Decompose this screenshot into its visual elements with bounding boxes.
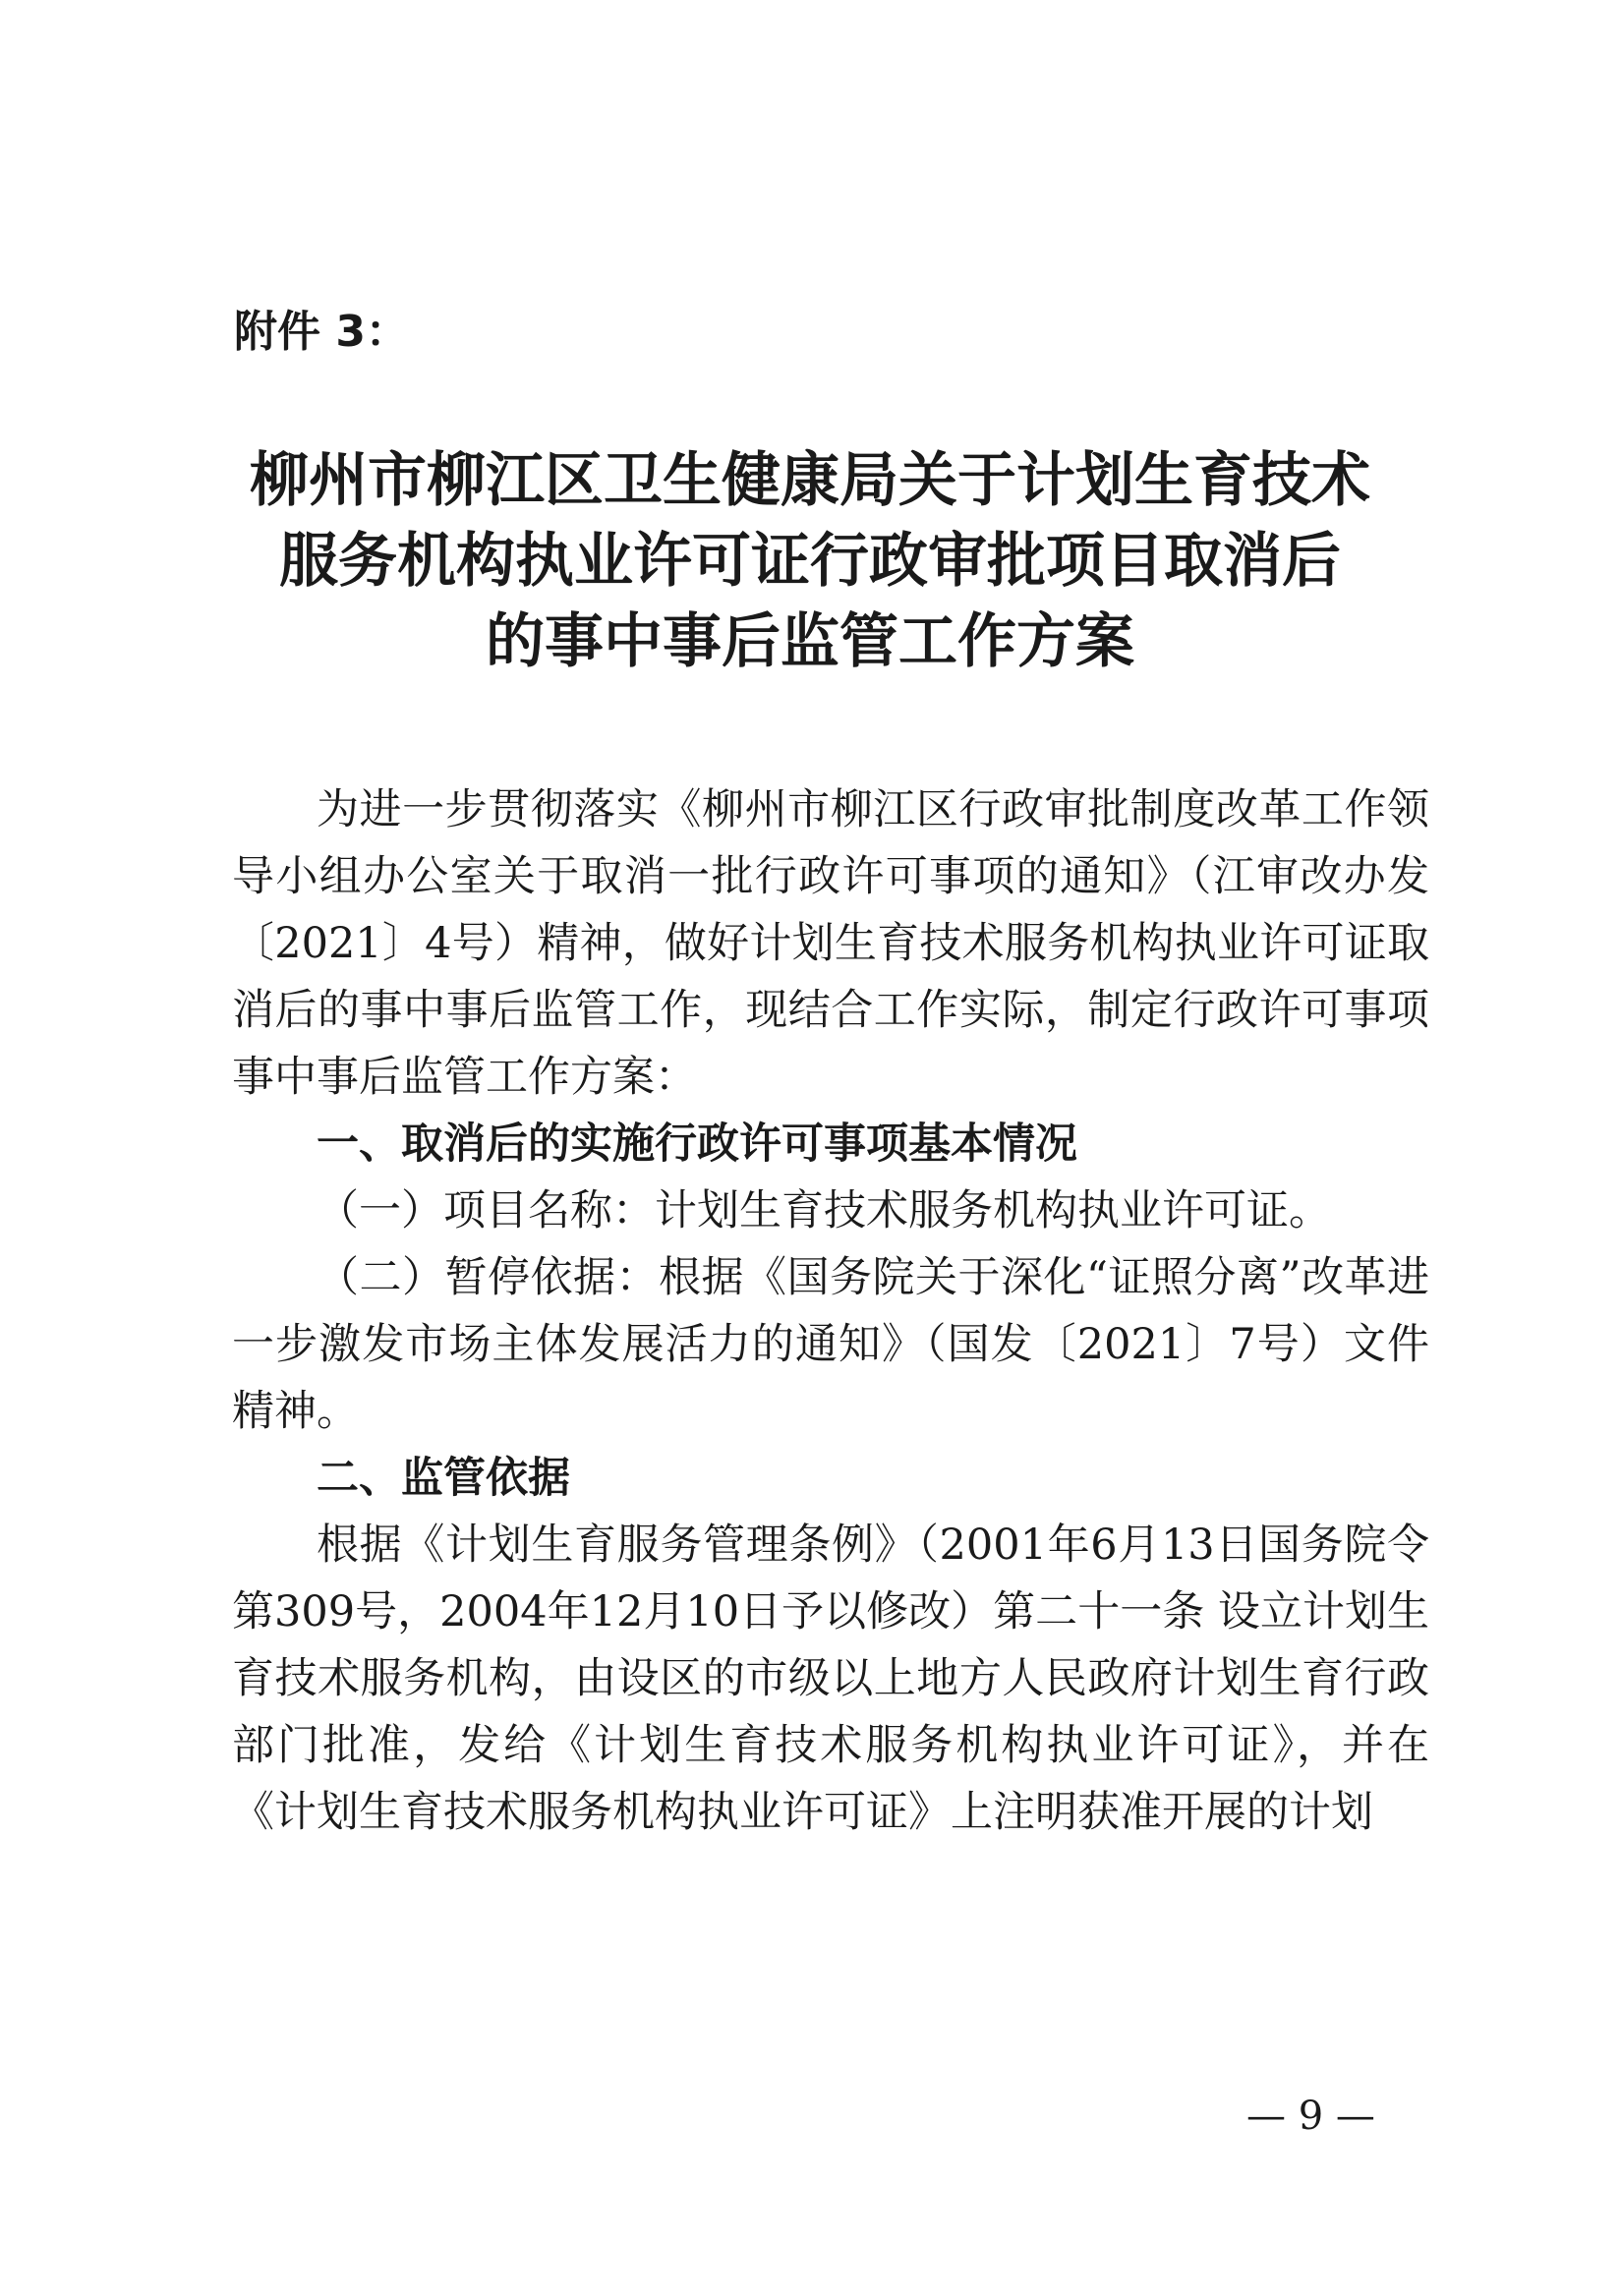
attachment-label: 附件 3： [234,307,409,357]
section-2-paragraph: 根据《计划生育服务管理条例》（2001年6月13日国务院令第309号，2004年12月10日予以修改）第二十一条 设立计划生育技术服务机构，由设区的市级以上地方人民政府计划生育行政部门批准，发给《计划生育技术服务机构执业许可证》，并在《计划生育技术服务机构执业许可证》上注明获准开展的计划 [232,1521,1429,1837]
intro-paragraph: 为进一步贯彻落实《柳州市柳江区行政审批制度改革工作领导小组办公室关于取消一批行政许可事项的通知》（江审改办发〔2021〕4号）精神，做好计划生育技术服务机构执业许可证取消后的事中事后监管工作，现结合工作实际，制定行政许可事项事中事后监管工作方案： [232,785,1429,1102]
section-1-item-2: （二）暂停依据：根据《国务院关于深化“证照分离”改革进一步激发市场主体发展活力的通知》（国发〔2021〕7号）文件精神。 [232,1253,1429,1436]
section-2-heading: 二、监管依据 [317,1454,570,1503]
document-title [157,440,1463,682]
title-line-1: 柳州市柳江区卫生健康局关于计划生育技术 [250,446,1370,515]
document-body [232,776,1429,1846]
page-number: — 9 — [1246,2094,1375,2139]
section-1-item-1: （一）项目名称：计划生育技术服务机构执业许可证。 [317,1186,1331,1235]
title-line-2: 服务机构执业许可证行政审批项目取消后 [279,527,1341,596]
section-1-heading: 一、取消后的实施行政许可事项基本情况 [317,1119,1077,1169]
title-line-3: 的事中事后监管工作方案 [486,607,1134,676]
